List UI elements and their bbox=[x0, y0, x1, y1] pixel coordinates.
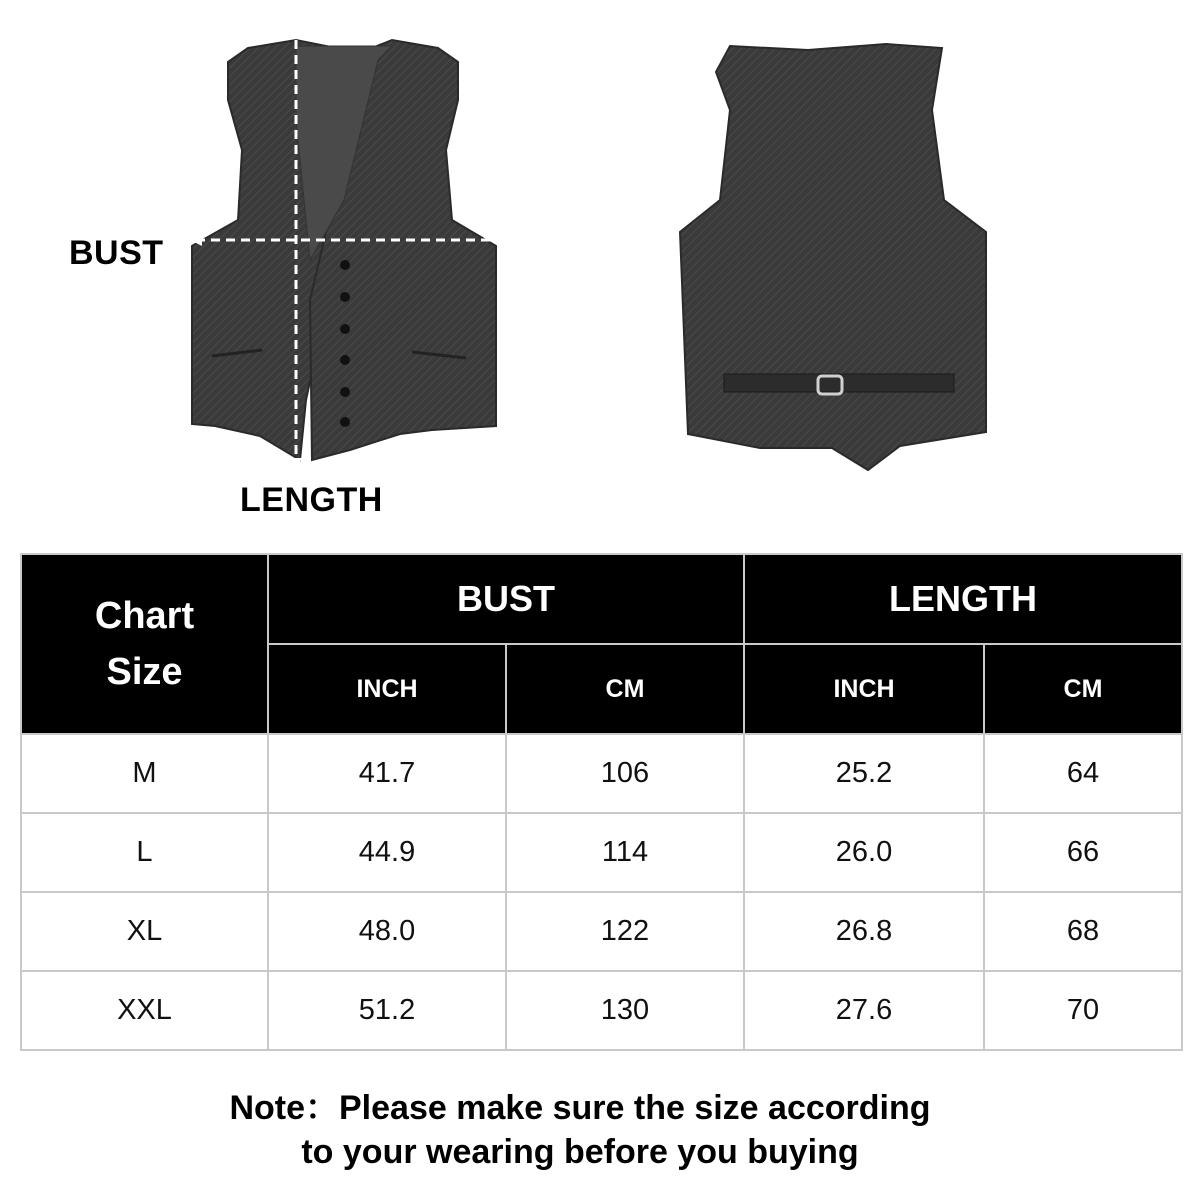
unit-header-bust-inch: INCH bbox=[268, 644, 506, 734]
size-cell: XXL bbox=[21, 971, 268, 1050]
unit-header-length-cm: CM bbox=[984, 644, 1182, 734]
bust-inch-cell: 41.7 bbox=[268, 734, 506, 813]
size-chart-table bbox=[20, 553, 1183, 1051]
size-cell: M bbox=[21, 734, 268, 813]
length-cm-cell: 66 bbox=[984, 813, 1182, 892]
note-line-1: Note：Please make sure the size according bbox=[229, 1089, 931, 1127]
table-row bbox=[21, 892, 1182, 971]
chart-size-header bbox=[21, 554, 268, 734]
chart-size-line2: Size bbox=[106, 651, 183, 693]
chart-size-line1: Chart bbox=[94, 595, 195, 637]
length-label: LENGTH bbox=[240, 481, 383, 519]
vest-back bbox=[680, 44, 986, 470]
unit-header-bust-cm: CM bbox=[506, 644, 744, 734]
bust-label: BUST bbox=[69, 234, 164, 272]
sizing-note bbox=[0, 1086, 1160, 1174]
length-cm-cell: 70 bbox=[984, 971, 1182, 1050]
bust-cm-cell: 130 bbox=[506, 971, 744, 1050]
length-inch-cell: 27.6 bbox=[744, 971, 984, 1050]
length-cm-cell: 64 bbox=[984, 734, 1182, 813]
note-line-2: to your wearing before you buying bbox=[301, 1133, 859, 1171]
table-row bbox=[21, 734, 1182, 813]
length-inch-cell: 25.2 bbox=[744, 734, 984, 813]
size-cell: L bbox=[21, 813, 268, 892]
bust-cm-cell: 114 bbox=[506, 813, 744, 892]
vest-diagram bbox=[0, 0, 1200, 540]
bust-cm-cell: 106 bbox=[506, 734, 744, 813]
unit-header-length-inch: INCH bbox=[744, 644, 984, 734]
table-row bbox=[21, 813, 1182, 892]
vest-front bbox=[190, 40, 498, 470]
length-inch-cell: 26.0 bbox=[744, 813, 984, 892]
bust-inch-cell: 44.9 bbox=[268, 813, 506, 892]
bust-inch-cell: 51.2 bbox=[268, 971, 506, 1050]
vest-illustration bbox=[0, 0, 1200, 540]
header-row-groups bbox=[21, 554, 1182, 644]
table-row bbox=[21, 971, 1182, 1050]
bust-inch-cell: 48.0 bbox=[268, 892, 506, 971]
length-inch-cell: 26.8 bbox=[744, 892, 984, 971]
length-group-header: LENGTH bbox=[744, 554, 1182, 644]
size-cell: XL bbox=[21, 892, 268, 971]
bust-cm-cell: 122 bbox=[506, 892, 744, 971]
bust-group-header: BUST bbox=[268, 554, 744, 644]
length-cm-cell: 68 bbox=[984, 892, 1182, 971]
